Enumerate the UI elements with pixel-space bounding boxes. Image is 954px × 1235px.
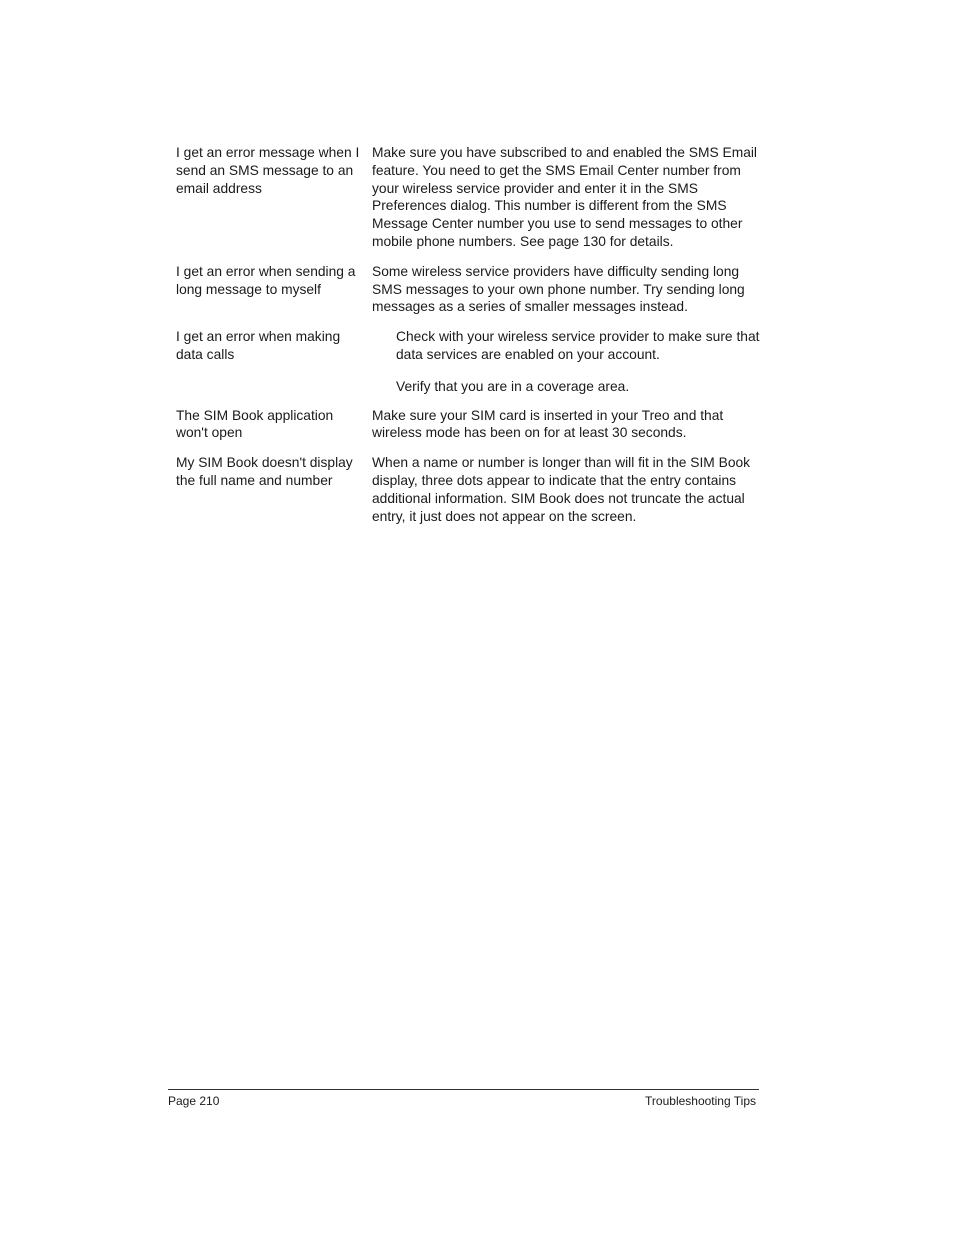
solution-bullet: Check with your wireless service provider to make sure that data services are enabled on your account. <box>396 329 760 362</box>
solution-cell: Make sure your SIM card is inserted in your Treo and that wireless mode has been on for at least 30 seconds. <box>372 407 724 441</box>
solution-cell: Make sure you have subscribed to and enabled the SMS Email feature. You need to get the SMS Email Center number from your wireless service provider and enter it in the SMS Preferences dialog. This number is different from the SMS Message Center number you use to send messages to other mobile phone numbers. See page 130 for details. <box>372 145 757 249</box>
table-row <box>176 407 760 443</box>
table-row <box>176 454 760 525</box>
problem-cell: I get an error message when I send an SMS message to an email address <box>176 145 360 196</box>
problem-cell: I get an error when making data calls <box>176 329 341 362</box>
section-title: Troubleshooting Tips <box>645 1094 756 1108</box>
solution-cell: When a name or number is longer than will fit in the SIM Book display, three dots appear to indicate that the entry contains additional information. SIM Book does not truncate the actual entry, it just does not appear on the screen. <box>372 455 751 524</box>
troubleshooting-table <box>176 144 760 525</box>
table-row <box>176 144 760 251</box>
table-row <box>176 263 760 316</box>
problem-cell: The SIM Book application won't open <box>176 407 334 441</box>
solution-bullet: Verify that you are in a coverage area. <box>396 378 630 394</box>
solution-cell <box>372 328 760 395</box>
footer-divider <box>168 1089 759 1090</box>
table-row <box>176 328 760 395</box>
solution-cell: Some wireless service providers have difficulty sending long SMS messages to your own phone number. Try sending long messages as a series of smaller messages instead. <box>372 263 745 315</box>
problem-cell: My SIM Book doesn't display the full name and number <box>176 455 353 488</box>
problem-cell: I get an error when sending a long message to myself <box>176 263 356 297</box>
page-number: Page 210 <box>168 1094 220 1108</box>
